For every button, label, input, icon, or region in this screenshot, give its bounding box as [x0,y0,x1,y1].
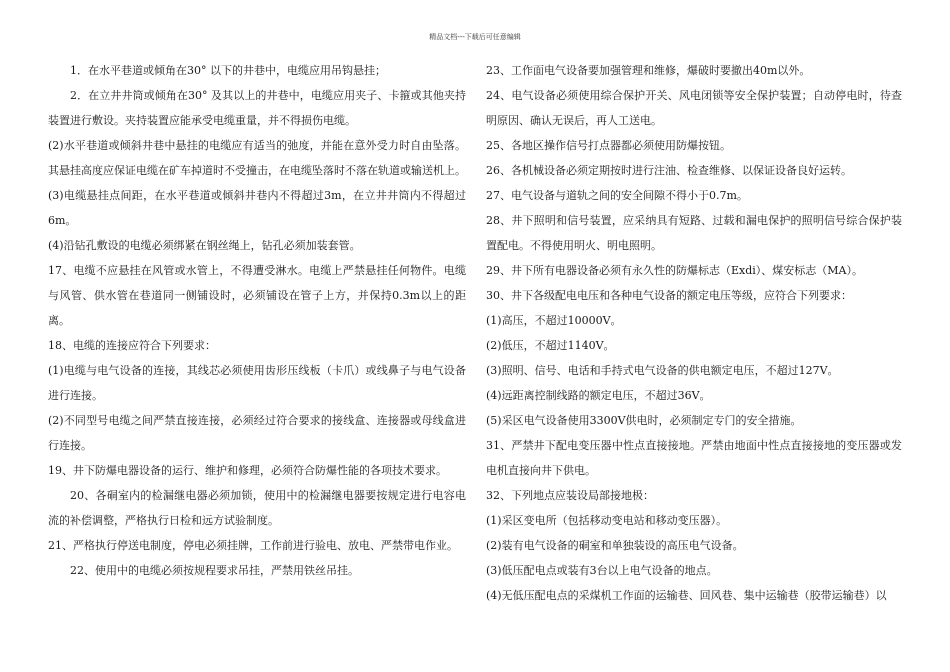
paragraph: (2)水平巷道或倾斜井巷中悬挂的电缆应有适当的弛度，并能在意外受力时自由坠落。其悬挂高度应保证电缆在矿车掉道时不受撞击，在电缆坠落时不落在轨道或输送机上。 [48,139,466,177]
paragraph: 18、电缆的连接应符合下列要求： [48,339,216,352]
paragraph: (2)不同型号电缆之间严禁直接连接，必须经过符合要求的接线盒、连接器或母线盒进行连接。 [48,414,466,452]
paragraph: (3)低压配电点或装有3台以上电气设备的地点。 [486,564,718,577]
paragraph: 21、严格执行停送电制度，停电必须挂牌，工作前进行验电、放电、严禁带电作业。 [48,539,458,552]
paragraph: 1．在水平巷道或倾角在30° 以下的井巷中，电缆应用吊钩悬挂； [70,64,386,77]
paragraph: (2)低压，不超过1140V。 [486,339,615,352]
paragraph: (5)采区电气设备使用3300V供电时，必须制定专门的安全措施。 [486,414,802,427]
paragraph: 28、井下照明和信号装置，应采纳具有短路、过载和漏电保护的照明信号综合保护装置配电。不得使用明火、明电照明。 [486,214,902,252]
paragraph: (4)远距离控制线路的额定电压，不超过36V。 [486,389,711,402]
paragraph: 22、使用中的电缆必须按规程要求吊挂，严禁用铁丝吊挂。 [70,564,359,577]
paragraph: (1)采区变电所（包括移动变电站和移动变压器）。 [486,514,728,527]
paragraph: (3)电缆悬挂点间距，在水平巷道或倾斜井巷内不得超过3m，在立井井筒内不得超过6m。 [48,189,466,227]
paragraph: (1)高压，不超过10000V。 [486,314,622,327]
page-header: 精品文档---下载后可任意编辑 [429,33,521,41]
paragraph: 29、井下所有电器设备必须有永久性的防爆标志（Exdi）、煤安标志（MA）。 [486,264,863,277]
paragraph: (3)照明、信号、电话和手持式电气设备的供电额定电压，不超过127V。 [486,364,839,377]
paragraph: 20、各硐室内的检漏继电器必须加锁，使用中的检漏继电器要按规定进行电容电流的补偿调整，严格执行日检和远方试验制度。 [48,489,466,527]
paragraph: 30、井下各级配电电压和各种电气设备的额定电压等级，应符合下列要求： [486,289,852,302]
paragraph: 24、电气设备必须使用综合保护开关、风电闭锁等安全保护装置；自动停电时，待查明原因、确认无误后，再人工送电。 [486,89,902,127]
right-column [486,58,902,608]
paragraph: 25、各地区操作信号打点器都必须使用防爆按钮。 [486,139,731,152]
paragraph: 27、电气设备与道轨之间的安全间隙不得小于0.7m。 [486,189,748,202]
paragraph: 23、工作面电气设备要加强管理和维修，爆破时要撤出40m以外。 [486,64,811,77]
paragraph: 19、井下防爆电器设备的运行、维护和修理，必须符合防爆性能的各项技术要求。 [48,464,447,477]
paragraph: (4)无低压配电点的采煤机工作面的运输巷、回风巷、集中运输巷（胶带运输巷）以 [486,589,887,602]
paragraph: (1)电缆与电气设备的连接，其线芯必须使用齿形压线板（卡爪）或线鼻子与电气设备进行连接。 [48,364,466,402]
paragraph: (2)装有电气设备的硐室和单独装设的高压电气设备。 [486,539,744,552]
left-column [48,58,466,583]
paragraph: 31、严禁井下配电变压器中性点直接接地。严禁由地面中性点直接接地的变压器或发电机直接向井下供电。 [486,439,902,477]
paragraph: 32、下列地点应装设局部接地极： [486,489,654,502]
paragraph: 26、各机械设备必须定期按时进行注油、检查维修、以保证设备良好运转。 [486,164,852,177]
paragraph: 17、电缆不应悬挂在风管或水管上，不得遭受淋水。电缆上严禁悬挂任何物件。电缆与风管、供水管在巷道同一侧铺设时，必须铺设在管子上方，并保持0.3m以上的距离。 [48,264,466,327]
paragraph: (4)沿钻孔敷设的电缆必须绑紧在钢丝绳上，钻孔必须加装套管。 [48,239,361,252]
paragraph: 2．在立井井筒或倾角在30° 及其以上的井巷中，电缆应用夹子、卡箍或其他夹持装置进行敷设。夹持装置应能承受电缆重量，并不得损伤电缆。 [48,89,466,127]
